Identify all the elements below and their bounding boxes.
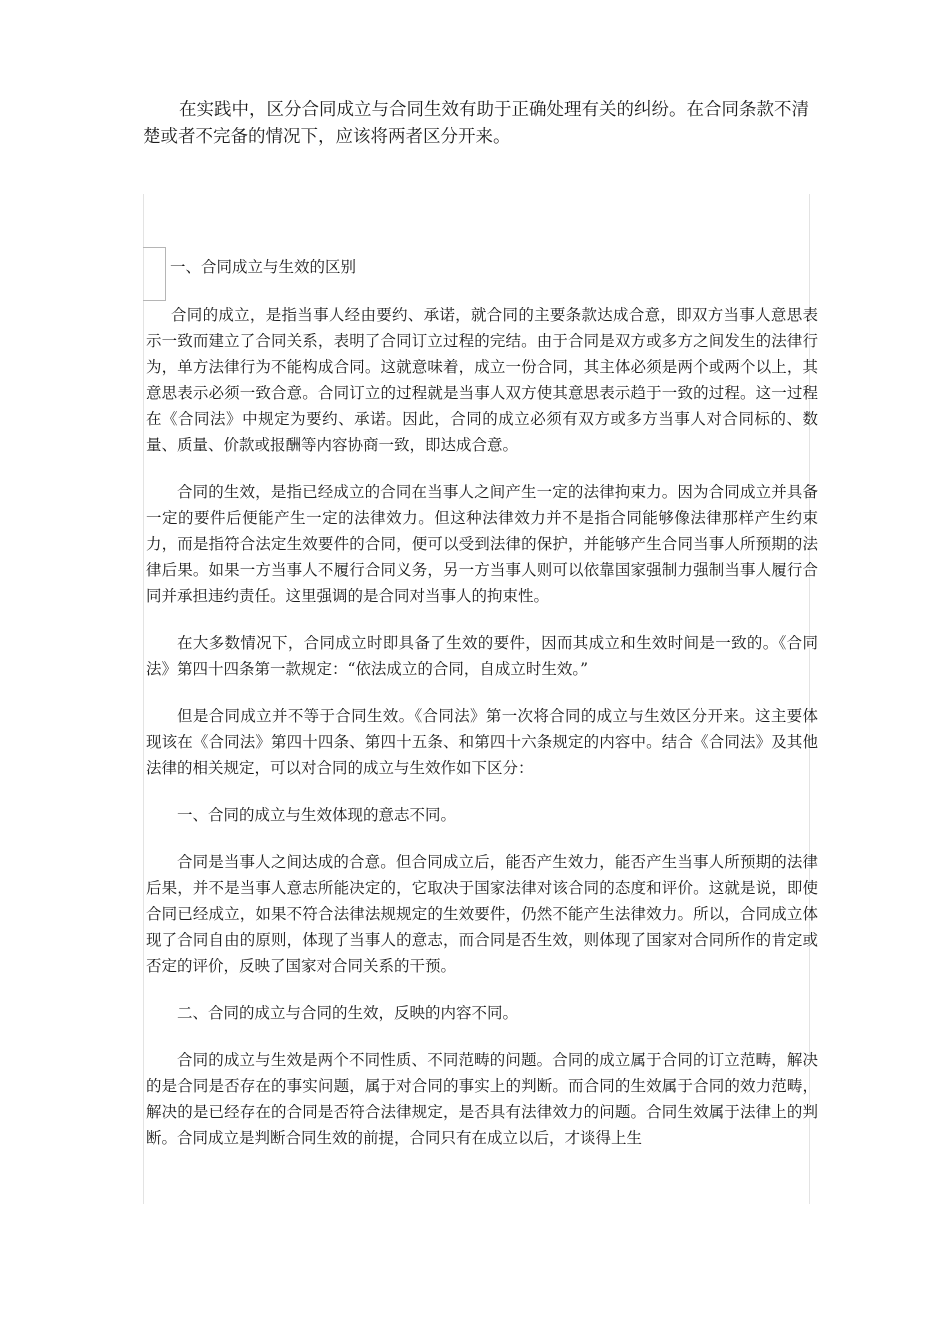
paragraph-will: 合同是当事人之间达成的合意。但合同成立后，能否产生效力，能否产生当事人所预期的法律后果，并不是当事人意志所能决定的，它取决于国家法律对该合同的态度和评价。这就是说，即使合同已经成立，如果不符合法律法规规定的生效要件，仍然不能产生法律效力。所以，合同成立体现了合同自由的原则，体现了当事人的意志，而合同是否生效，则体现了国家对合同所作的肯定或否定的评价，反映了国家对合同关系的干预。 [146, 853, 818, 975]
paragraph-content: 合同的成立与生效是两个不同性质、不同范畴的问题。合同的成立属于合同的订立范畴，解决的是合同是否存在的事实问题，属于对合同的事实上的判断。而合同的生效属于合同的效力范畴，解决的是已经存在的合同是否符合法律规定，是否具有法律效力的问题。合同生效属于法律上的判断。合同成立是判断合同生效的前提，合同只有在成立以后，才谈得上生 [146, 1051, 818, 1147]
section-heading-difference: 一、合同成立与生效的区别 [170, 258, 357, 276]
subheading-will: 一、合同的成立与生效体现的意志不同。 [177, 806, 457, 824]
intro-paragraph: 在实践中，区分合同成立与合同生效有助于正确处理有关的纠纷。在合同条款不清楚或者不完备的情况下，应该将两者区分开来。 [143, 100, 809, 147]
paragraph-majority-cases: 在大多数情况下，合同成立时即具备了生效的要件，因而其成立和生效时间是一致的。《合同法》第四十四条第一款规定：“依法成立的合同，自成立时生效。” [146, 634, 818, 678]
document-body [146, 254, 818, 1151]
paragraph-effectiveness: 合同的生效，是指已经成立的合同在当事人之间产生一定的法律拘束力。因为合同成立并具备一定的要件后便能产生一定的法律效力。但这种法律效力并不是指合同能够像法律那样产生约束力，而是指符合法定生效要件的合同，便可以受到法律的保护，并能够产生合同当事人所预期的法律后果。如果一方当事人不履行合同义务，另一方当事人则可以依靠国家强制力强制当事人履行合同并承担违约责任。这里强调的是合同对当事人的拘束性。 [146, 483, 818, 605]
paragraph-formation: 合同的成立，是指当事人经由要约、承诺，就合同的主要条款达成合意，即双方当事人意思表示一致而建立了合同关系，表明了合同订立过程的完结。由于合同是双方或多方之间发生的法律行为，单方法律行为不能构成合同。这就意味着，成立一份合同，其主体必须是两个或两个以上，其意思表示必须一致合意。合同订立的过程就是当事人双方使其意思表示趋于一致的过程。这一过程在《合同法》中规定为要约、承诺。因此，合同的成立必须有双方或多方当事人对合同标的、数量、质量、价款或报酬等内容协商一致，即达成合意。 [146, 306, 818, 454]
paragraph-distinction: 但是合同成立并不等于合同生效。《合同法》第一次将合同的成立与生效区分开来。这主要体现该在《合同法》第四十四条、第四十五条、和第四十六条规定的内容中。结合《合同法》及其他法律的相关规定，可以对合同的成立与生效作如下区分： [146, 707, 818, 777]
subheading-content: 二、合同的成立与合同的生效，反映的内容不同。 [177, 1004, 519, 1022]
